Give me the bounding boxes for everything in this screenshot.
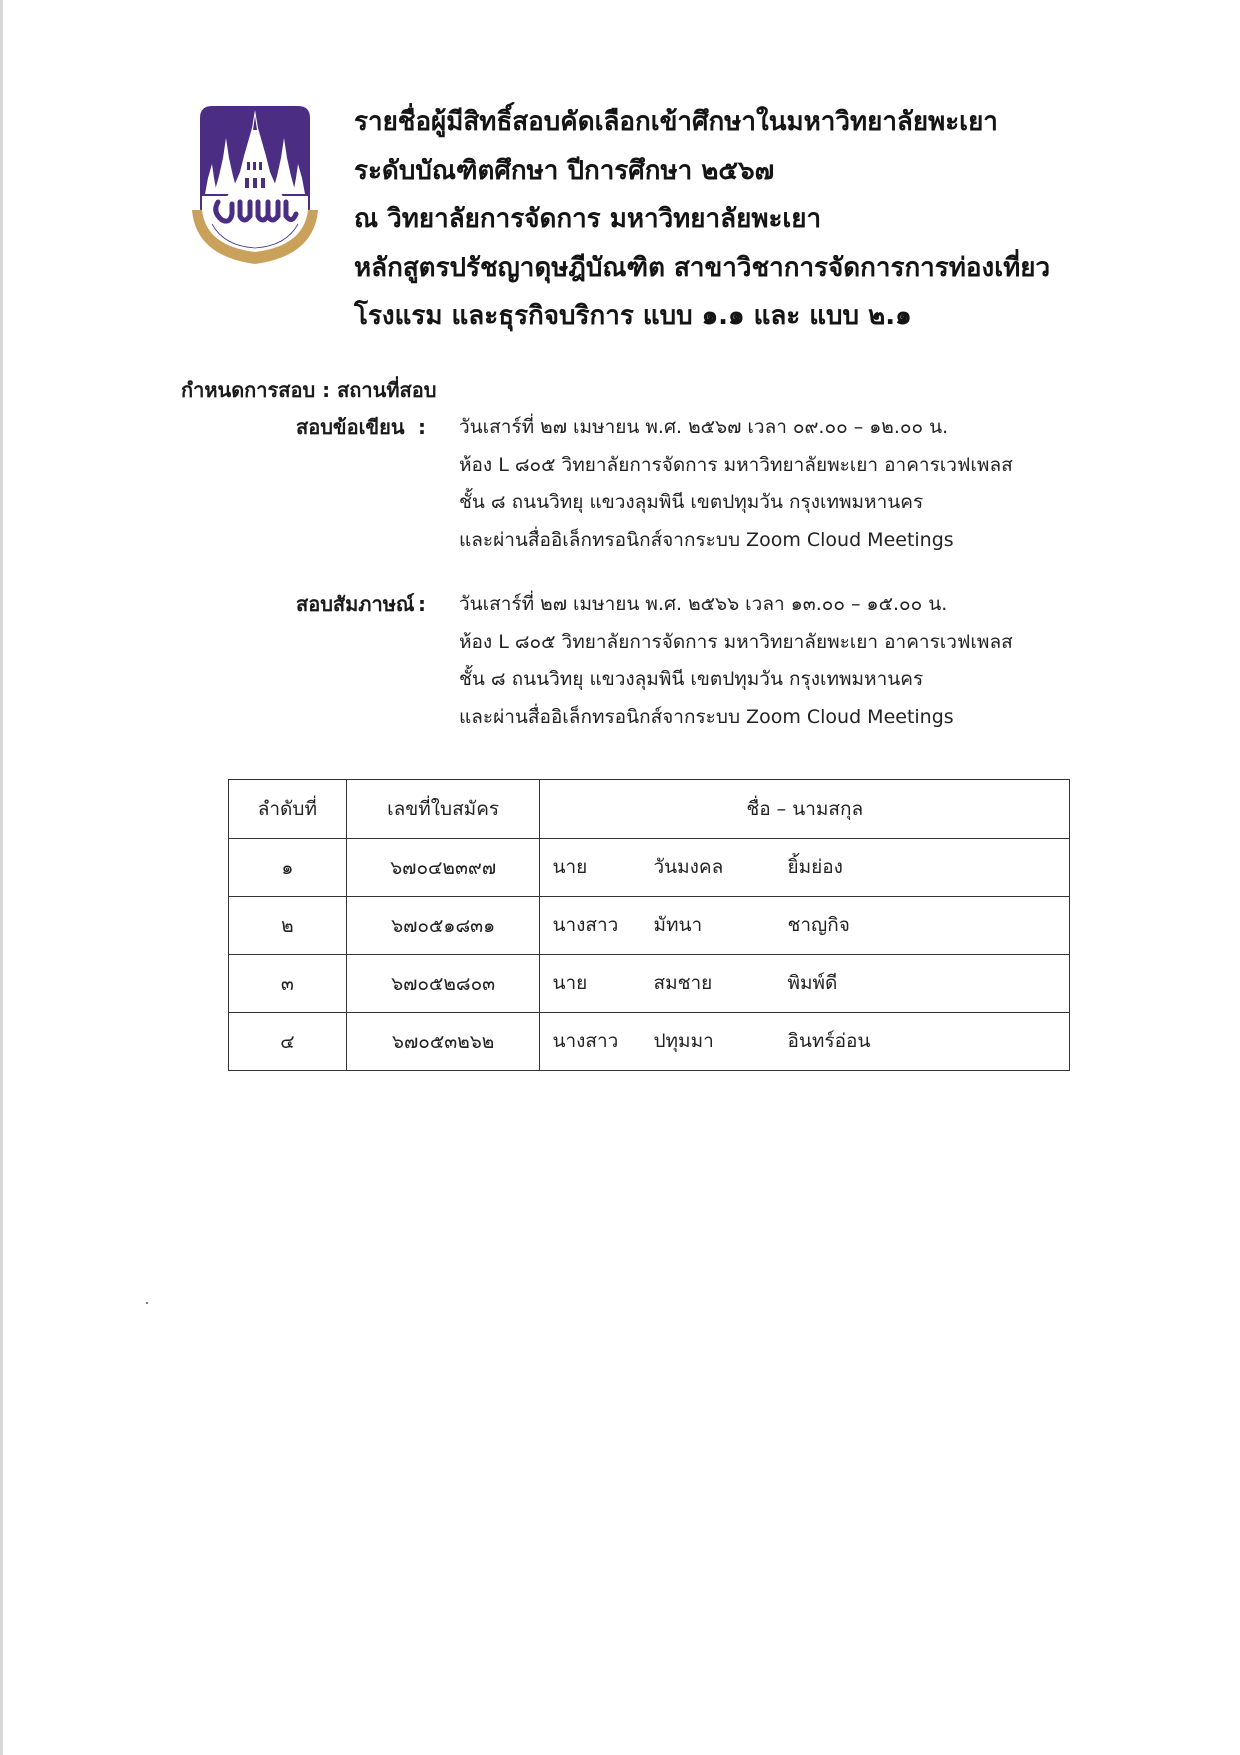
name-title: นางสาว: [552, 914, 619, 936]
table-row: [229, 1013, 1070, 1071]
title-line: ณ วิทยาลัยการจัดการ มหาวิทยาลัยพะเยา: [354, 204, 822, 234]
table-row: [229, 839, 1070, 897]
row-application-no: ๖๗๐๕๑๘๓๑: [346, 897, 540, 955]
last-name: ชาญกิจ: [787, 914, 850, 936]
scan-speck: [146, 1302, 148, 1304]
row-application-no: ๖๗๐๕๓๒๖๒: [346, 1013, 540, 1071]
written-exam-colon: :: [418, 415, 426, 439]
university-of-phayao-logo-icon: [190, 98, 320, 268]
first-name: มัทนา: [653, 914, 703, 936]
written-exam-address: ชั้น ๘ ถนนวิทยุ แขวงลุมพินี เขตปทุมวัน กรุงเทพมหานคร: [459, 491, 924, 513]
interview-date: วันเสาร์ที่ ๒๗ เมษายน พ.ศ. ๒๕๖๖ เวลา ๑๓.๐๐ – ๑๕.๐๐ น.: [459, 593, 948, 615]
row-application-no: ๖๗๐๔๒๓๙๗: [346, 839, 540, 897]
written-exam-date: วันเสาร์ที่ ๒๗ เมษายน พ.ศ. ๒๕๖๗ เวลา ๐๙.๐๐ – ๑๒.๐๐ น.: [459, 416, 949, 438]
interview-details: [459, 586, 1199, 736]
row-full-name: [540, 1013, 1070, 1071]
page-edge: [0, 0, 3, 1755]
table-row: [229, 955, 1070, 1013]
written-exam-online: และผ่านสื่ออิเล็กทรอนิกส์จากระบบ Zoom Cloud Meetings: [459, 528, 954, 551]
schedule-heading: กำหนดการสอบ : สถานที่สอบ: [181, 378, 437, 402]
header-full-name: ชื่อ – นามสกุล: [540, 780, 1070, 839]
interview-label: สอบสัมภาษณ์: [296, 592, 415, 616]
row-no: ๓: [229, 955, 347, 1013]
title-line: ระดับบัณฑิตศึกษา ปีการศึกษา ๒๕๖๗: [354, 155, 775, 186]
title-line: โรงแรม และธุรกิจบริการ แบบ ๑.๑ และ แบบ ๒.๑: [354, 301, 912, 331]
last-name: อินทร์อ่อน: [787, 1030, 871, 1052]
first-name: สมชาย: [653, 972, 713, 994]
table-row: [229, 897, 1070, 955]
written-exam-label: สอบข้อเขียน: [296, 415, 405, 439]
name-title: นาย: [552, 856, 588, 878]
last-name: ยิ้มย่อง: [787, 856, 843, 878]
written-exam-details: [459, 409, 1199, 559]
first-name: วันมงคล: [653, 856, 724, 878]
row-full-name: [540, 955, 1070, 1013]
interview-colon: :: [418, 592, 426, 616]
document-title: [354, 98, 1174, 341]
table-header-row: [229, 780, 1070, 839]
row-no: ๔: [229, 1013, 347, 1071]
header-application-no: เลขที่ใบสมัคร: [346, 780, 540, 839]
written-exam-room: ห้อง L ๘๐๕ วิทยาลัยการจัดการ มหาวิทยาลัยพะเยา อาคารเวฟเพลส: [459, 453, 1013, 476]
interview-address: ชั้น ๘ ถนนวิทยุ แขวงลุมพินี เขตปทุมวัน กรุงเทพมหานคร: [459, 668, 924, 690]
row-no: ๒: [229, 897, 347, 955]
first-name: ปทุมมา: [653, 1030, 714, 1052]
row-no: ๑: [229, 839, 347, 897]
row-application-no: ๖๗๐๕๒๘๐๓: [346, 955, 540, 1013]
header-no: ลำดับที่: [229, 780, 347, 839]
row-full-name: [540, 839, 1070, 897]
applicants-table: [228, 779, 1070, 1071]
last-name: พิมพ์ดี: [787, 972, 838, 994]
interview-online: และผ่านสื่ออิเล็กทรอนิกส์จากระบบ Zoom Cloud Meetings: [459, 705, 954, 728]
name-title: นางสาว: [552, 1030, 619, 1052]
title-line: หลักสูตรปรัชญาดุษฎีบัณฑิต สาขาวิชาการจัดการการท่องเที่ยว: [354, 252, 1051, 283]
interview-room: ห้อง L ๘๐๕ วิทยาลัยการจัดการ มหาวิทยาลัยพะเยา อาคารเวฟเพลส: [459, 630, 1013, 653]
name-title: นาย: [552, 972, 588, 994]
row-full-name: [540, 897, 1070, 955]
title-line: รายชื่อผู้มีสิทธิ์สอบคัดเลือกเข้าศึกษาในมหาวิทยาลัยพะเยา: [354, 107, 998, 137]
